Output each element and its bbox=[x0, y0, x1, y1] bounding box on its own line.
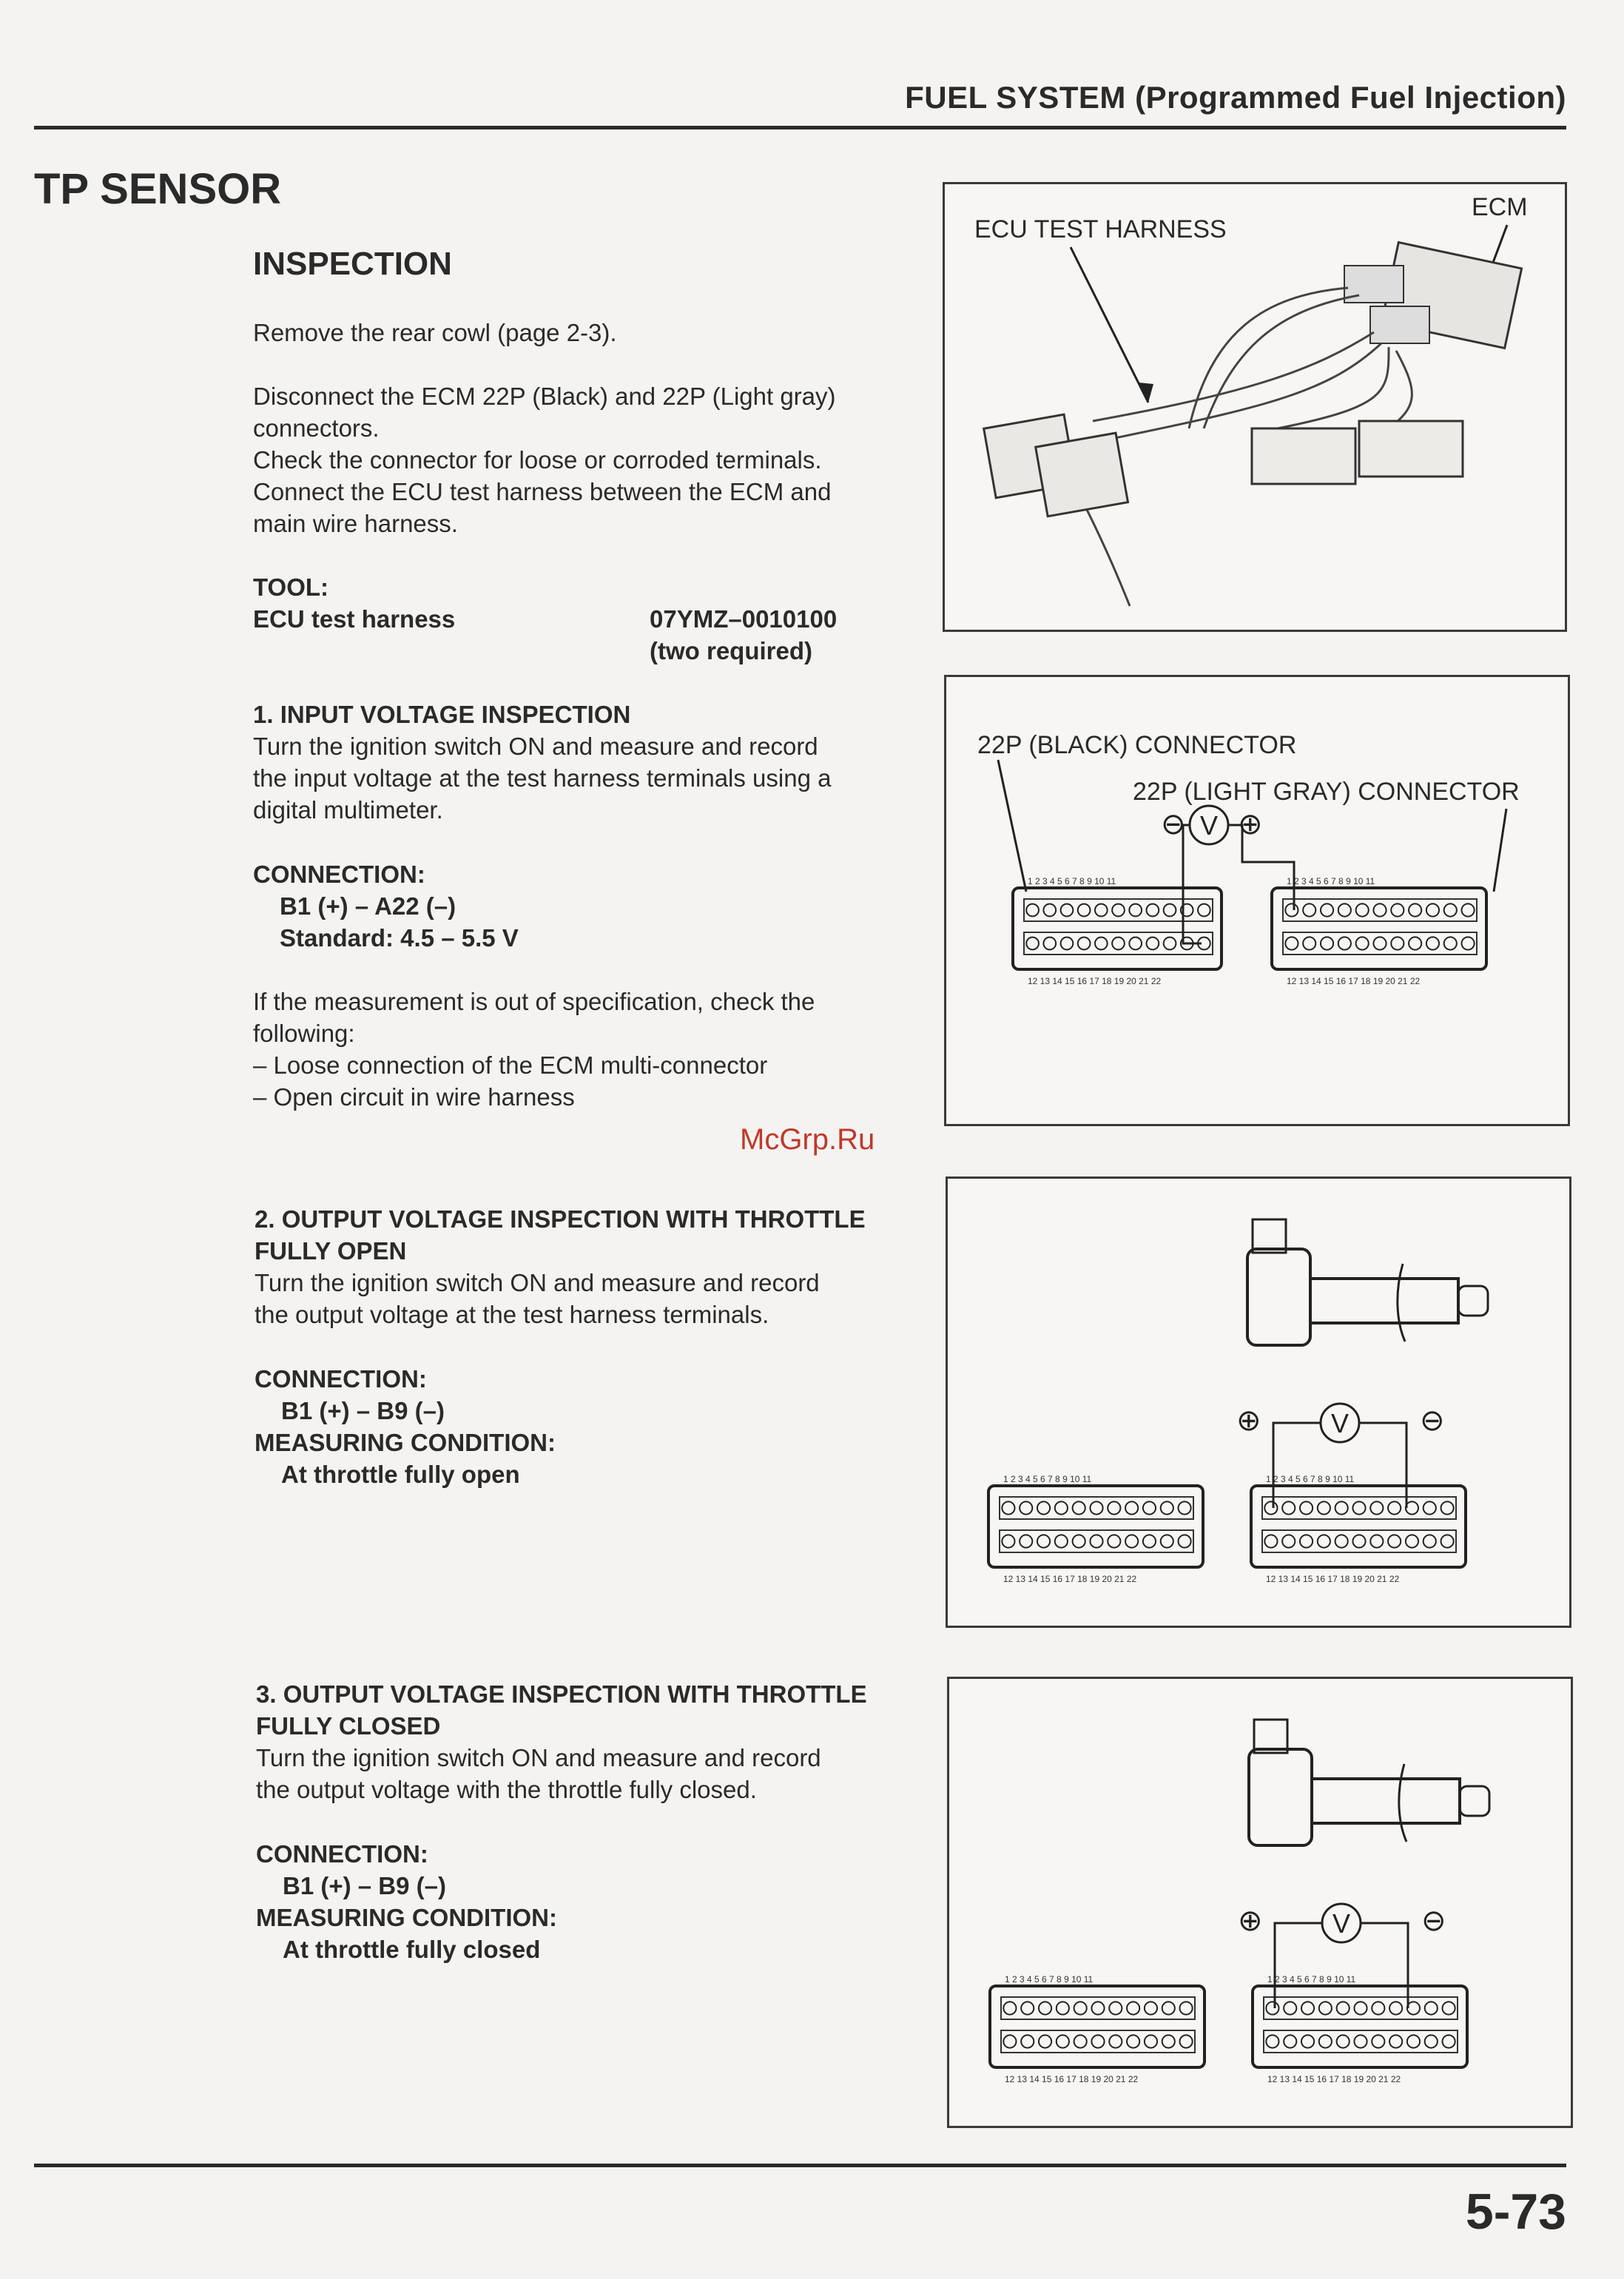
plus-terminal-icon: ⊕ bbox=[1238, 808, 1263, 841]
svg-text:1 2 3 4 5 6 7 8 9 10: 1 2 3 4 5 6 7 8 9 10 11 bbox=[1287, 876, 1375, 886]
svg-text:1 2 3 4 5 6 7 8 9 10: 1 2 3 4 5 6 7 8 9 10 11 bbox=[1028, 876, 1116, 886]
connector-pin bbox=[1426, 903, 1439, 916]
harness-leader bbox=[1071, 247, 1148, 403]
connector-pin bbox=[1388, 1535, 1401, 1547]
connector-pin bbox=[1002, 1501, 1014, 1514]
section-subtitle: INSPECTION bbox=[253, 246, 452, 282]
connector-pin bbox=[1061, 937, 1074, 950]
connector-pin bbox=[1127, 2002, 1139, 2014]
connector-pin bbox=[1073, 1501, 1085, 1514]
step1-body: Turn the ignition switch ON and measure and record the input voltage at the test harness terminals using a digital multimeter. bbox=[253, 733, 832, 824]
connector-pin bbox=[1318, 1501, 1330, 1514]
connector-pin bbox=[1338, 937, 1351, 949]
connector-pin bbox=[1026, 904, 1039, 917]
connector-pin bbox=[1020, 1501, 1032, 1514]
gray-connector bbox=[1253, 1974, 1467, 2084]
connector-pin bbox=[1301, 2035, 1314, 2047]
connector-pin bbox=[1284, 2035, 1296, 2047]
plus-terminal-icon: ⊕ bbox=[1238, 1905, 1263, 1937]
svg-text:12 13 14 15 16 17 18 19 20 21: 12 13 14 15 16 17 18 19 20 21 22 bbox=[1003, 1574, 1137, 1584]
step3-body: Turn the ignition switch ON and measure and record the output voltage with the throttle fully closed. bbox=[256, 1744, 821, 1803]
connector-pin bbox=[1335, 1535, 1348, 1547]
svg-text:12 13 14 15 16 17 18 19 20 21: 12 13 14 15 16 17 18 19 20 21 22 bbox=[1266, 1574, 1400, 1584]
connector-pin bbox=[1303, 937, 1315, 949]
connector-pin bbox=[1039, 2035, 1051, 2047]
svg-text:1 2 3 4 5 6 7 8 9 10: 1 2 3 4 5 6 7 8 9 10 11 bbox=[1003, 1474, 1092, 1484]
step1-title: 1. INPUT VOLTAGE INSPECTION bbox=[253, 701, 631, 728]
connector-pin bbox=[1462, 937, 1475, 949]
step3-condition-heading: MEASURING CONDITION: bbox=[256, 1904, 557, 1931]
figure-output-closed bbox=[947, 1677, 1573, 2128]
watermark: McGrp.Ru bbox=[740, 1123, 875, 1156]
connector-pin bbox=[1021, 2002, 1034, 2014]
connector-pin bbox=[1143, 1501, 1156, 1514]
connector-pin bbox=[1125, 1501, 1138, 1514]
connector-pin bbox=[1406, 1535, 1418, 1547]
connector-pin bbox=[1147, 904, 1159, 917]
connector-pin bbox=[1090, 1501, 1102, 1514]
connector-pin bbox=[1338, 903, 1351, 916]
step2-title: 2. OUTPUT VOLTAGE INSPECTION WITH THROTTLE FULLY OPEN bbox=[255, 1205, 866, 1265]
connector-pin bbox=[1026, 937, 1039, 950]
gray-connector bbox=[1251, 1474, 1466, 1584]
connector-pin bbox=[1356, 937, 1369, 949]
connector-pin bbox=[1055, 1501, 1068, 1514]
connector-pin bbox=[1300, 1501, 1313, 1514]
connector-pin bbox=[1091, 2035, 1104, 2047]
tool-note: (two required) bbox=[650, 637, 812, 664]
connector-pin bbox=[1180, 2035, 1193, 2047]
step3-connection: B1 (+) – B9 (–) bbox=[283, 1872, 446, 1899]
connector-pin bbox=[1300, 1535, 1313, 1547]
step1-connection: B1 (+) – A22 (–) bbox=[280, 892, 456, 920]
connector-pin bbox=[1337, 2035, 1350, 2047]
connector-pin bbox=[1301, 2002, 1314, 2014]
minus-terminal-icon: ⊖ bbox=[1421, 1905, 1446, 1937]
minus-terminal-icon: ⊖ bbox=[1161, 808, 1186, 841]
step1-connection-heading: CONNECTION: bbox=[253, 861, 425, 888]
connector-pin bbox=[1037, 1535, 1050, 1547]
svg-text:1 2 3 4 5 6 7 8 9 10: 1 2 3 4 5 6 7 8 9 10 11 bbox=[1005, 1974, 1094, 1985]
connector-pin bbox=[1003, 2035, 1016, 2047]
connector-pin bbox=[1091, 2002, 1104, 2014]
connector-pin bbox=[1441, 1535, 1454, 1547]
section-title: TP SENSOR bbox=[34, 165, 282, 213]
connector-pin bbox=[1112, 937, 1125, 950]
connector-pin bbox=[1352, 1535, 1365, 1547]
connector-pin bbox=[1354, 2035, 1367, 2047]
connector-pin bbox=[1444, 903, 1457, 916]
connector-pin bbox=[1372, 2035, 1384, 2047]
connector-pin bbox=[1441, 1501, 1454, 1514]
connector-pin bbox=[1109, 2035, 1122, 2047]
harness-label: ECU TEST HARNESS bbox=[974, 215, 1227, 243]
connector-pin bbox=[1074, 2035, 1087, 2047]
connector-pin bbox=[1108, 1501, 1120, 1514]
tool-name: ECU test harness bbox=[253, 605, 456, 633]
minus-terminal-icon: ⊖ bbox=[1420, 1404, 1445, 1437]
step2-condition: At throttle fully open bbox=[281, 1461, 520, 1488]
connector-pin bbox=[1164, 904, 1176, 917]
connector-pin bbox=[1426, 937, 1439, 949]
connector-pin bbox=[1284, 2002, 1296, 2014]
connector-pin bbox=[1462, 903, 1475, 916]
connector-pin bbox=[1129, 904, 1142, 917]
connector-pin bbox=[1264, 1535, 1277, 1547]
connector-pin bbox=[1423, 1535, 1436, 1547]
connector-pin bbox=[1372, 2002, 1384, 2014]
svg-text:12 13 14 15 16 17 18 19 20 21: 12 13 14 15 16 17 18 19 20 21 22 bbox=[1267, 2074, 1401, 2084]
connector-pin bbox=[1057, 2002, 1069, 2014]
connector-pin bbox=[1335, 1501, 1348, 1514]
connector-pin bbox=[1425, 2035, 1438, 2047]
connector-pin bbox=[1321, 937, 1333, 949]
ecm-label: ECM bbox=[1472, 193, 1528, 221]
footer-rule bbox=[34, 2164, 1566, 2167]
connector-pin bbox=[1145, 2002, 1157, 2014]
harness-connectors bbox=[984, 414, 1463, 516]
step3-condition: At throttle fully closed bbox=[283, 1936, 541, 1963]
connector-pin bbox=[1002, 1535, 1014, 1547]
connector-pin bbox=[1095, 904, 1108, 917]
gray-connector-label: 22P (LIGHT GRAY) CONNECTOR bbox=[1133, 778, 1520, 806]
connector-pin bbox=[1264, 1501, 1277, 1514]
connector-pin bbox=[1078, 904, 1091, 917]
intro-paragraph-1: Remove the rear cowl (page 2-3). bbox=[253, 319, 617, 346]
step3-title: 3. OUTPUT VOLTAGE INSPECTION WITH THROTTLE FULLY CLOSED bbox=[256, 1680, 867, 1740]
connector-pin bbox=[1043, 937, 1056, 950]
step2-connection-heading: CONNECTION: bbox=[255, 1365, 427, 1393]
connector-pin bbox=[1319, 2035, 1332, 2047]
throttle-sensor-closed bbox=[1249, 1720, 1489, 1845]
connector-pin bbox=[1391, 903, 1404, 916]
connector-pin bbox=[1061, 904, 1074, 917]
step1-standard: Standard: 4.5 – 5.5 V bbox=[280, 924, 519, 952]
connector-pin bbox=[1373, 903, 1386, 916]
connector-pin bbox=[1370, 1501, 1383, 1514]
voltmeter-symbol: V bbox=[1331, 1408, 1350, 1438]
connector-pin bbox=[1037, 1501, 1050, 1514]
black-connector bbox=[988, 1474, 1203, 1584]
gray-connector bbox=[1272, 876, 1486, 986]
connector-pin bbox=[1266, 2002, 1278, 2014]
connector-pin bbox=[1180, 2002, 1193, 2014]
connector-pin bbox=[1370, 1535, 1383, 1547]
figure-output-open bbox=[946, 1176, 1571, 1628]
connector-pin bbox=[1078, 937, 1091, 950]
connector-pin bbox=[1391, 937, 1404, 949]
connector-pin bbox=[1020, 1535, 1032, 1547]
black-connector-label: 22P (BLACK) CONNECTOR bbox=[977, 731, 1297, 759]
connector-pin bbox=[1090, 1535, 1102, 1547]
page-number: 5-73 bbox=[1465, 2184, 1566, 2240]
svg-text:12 13 14 15 16 17 18 19 20 21: 12 13 14 15 16 17 18 19 20 21 22 bbox=[1028, 976, 1162, 986]
figure-harness bbox=[943, 182, 1567, 632]
gray-leader bbox=[1494, 809, 1506, 892]
connector-pin bbox=[1409, 903, 1421, 916]
connector-pin bbox=[1162, 2035, 1175, 2047]
connector-pin bbox=[1337, 2002, 1350, 2014]
connector-pin bbox=[1409, 937, 1421, 949]
step1-note: If the measurement is out of specification, check the following: – Loose connection of the ECM multi-connector – Open circuit in wire harness bbox=[253, 988, 815, 1111]
step2-condition-heading: MEASURING CONDITION: bbox=[255, 1429, 556, 1456]
step2-connection: B1 (+) – B9 (–) bbox=[281, 1397, 445, 1424]
connector-pin bbox=[1074, 2002, 1087, 2014]
connector-pin bbox=[1373, 937, 1386, 949]
connector-pin bbox=[1389, 2002, 1402, 2014]
connector-pin bbox=[1179, 1501, 1191, 1514]
connector-pin bbox=[1282, 1501, 1295, 1514]
connector-pin bbox=[1319, 2002, 1332, 2014]
connector-pin bbox=[1143, 1535, 1156, 1547]
svg-text:1 2 3 4 5 6 7 8 9 10: 1 2 3 4 5 6 7 8 9 10 11 bbox=[1266, 1474, 1355, 1484]
connector-pin bbox=[1388, 1501, 1401, 1514]
black-connector bbox=[990, 1974, 1204, 2084]
figure-input-voltage bbox=[944, 675, 1570, 1126]
connector-pin bbox=[1282, 1535, 1295, 1547]
step3-connection-heading: CONNECTION: bbox=[256, 1840, 428, 1868]
connector-pin bbox=[1443, 2035, 1455, 2047]
tool-heading: TOOL: bbox=[253, 573, 329, 601]
connector-pin bbox=[1352, 1501, 1365, 1514]
connector-pin bbox=[1112, 904, 1125, 917]
connector-pin bbox=[1425, 2002, 1438, 2014]
connector-pin bbox=[1389, 2035, 1402, 2047]
black-leader bbox=[998, 760, 1026, 892]
connector-pin bbox=[1073, 1535, 1085, 1547]
connector-pin bbox=[1039, 2002, 1051, 2014]
connector-pin bbox=[1095, 937, 1108, 950]
connector-pin bbox=[1303, 903, 1315, 916]
header-rule bbox=[34, 126, 1566, 129]
connector-pin bbox=[1198, 904, 1210, 917]
tool-part-number: 07YMZ–0010100 bbox=[650, 605, 838, 633]
connector-pin bbox=[1129, 937, 1142, 950]
connector-pin bbox=[1109, 2002, 1122, 2014]
svg-text:12 13 14 15 16 17 18 19 20 21: 12 13 14 15 16 17 18 19 20 21 22 bbox=[1287, 976, 1421, 986]
connector-pin bbox=[1125, 1535, 1138, 1547]
connector-pin bbox=[1057, 2035, 1069, 2047]
connector-pin bbox=[1443, 2002, 1455, 2014]
connector-pin bbox=[1321, 903, 1333, 916]
connector-pin bbox=[1147, 937, 1159, 950]
black-connector bbox=[1013, 876, 1222, 986]
connector-pin bbox=[1162, 2002, 1175, 2014]
voltmeter-symbol: V bbox=[1200, 810, 1219, 841]
connector-pin bbox=[1285, 903, 1298, 916]
intro-paragraph-2: Disconnect the ECM 22P (Black) and 22P (Light gray) connectors. Check the connector for loose or corroded terminals. Connect the ECU test harness between the ECM and main wire harness. bbox=[253, 383, 836, 537]
connector-pin bbox=[1127, 2035, 1139, 2047]
plus-terminal-icon: ⊕ bbox=[1236, 1404, 1261, 1437]
connector-pin bbox=[1145, 2035, 1157, 2047]
svg-text:1 2 3 4 5 6 7 8 9 10: 1 2 3 4 5 6 7 8 9 10 11 bbox=[1267, 1974, 1356, 1985]
svg-text:12 13 14 15 16 17 18 19 20 21: 12 13 14 15 16 17 18 19 20 21 22 bbox=[1005, 2074, 1139, 2084]
connector-pin bbox=[1055, 1535, 1068, 1547]
connector-pin bbox=[1179, 1535, 1191, 1547]
connector-pin bbox=[1021, 2035, 1034, 2047]
connector-pin bbox=[1318, 1535, 1330, 1547]
connector-pin bbox=[1164, 937, 1176, 950]
connector-pin bbox=[1444, 937, 1457, 949]
connector-pin bbox=[1161, 1501, 1173, 1514]
header-title: FUEL SYSTEM (Programmed Fuel Injection) bbox=[905, 80, 1566, 115]
connector-pin bbox=[1043, 904, 1056, 917]
connector-pin bbox=[1266, 2035, 1278, 2047]
connector-pin bbox=[1108, 1535, 1120, 1547]
connector-pin bbox=[1003, 2002, 1016, 2014]
connector-pin bbox=[1354, 2002, 1367, 2014]
connector-pin bbox=[1285, 937, 1298, 949]
connector-pin bbox=[1356, 903, 1369, 916]
throttle-sensor-open bbox=[1247, 1219, 1488, 1345]
connector-pin bbox=[1423, 1501, 1436, 1514]
voltmeter-symbol: V bbox=[1332, 1908, 1351, 1939]
step2-body: Turn the ignition switch ON and measure and record the output voltage at the test harness terminals. bbox=[255, 1269, 820, 1328]
connector-pin bbox=[1407, 2035, 1420, 2047]
connector-pin bbox=[1161, 1535, 1173, 1547]
